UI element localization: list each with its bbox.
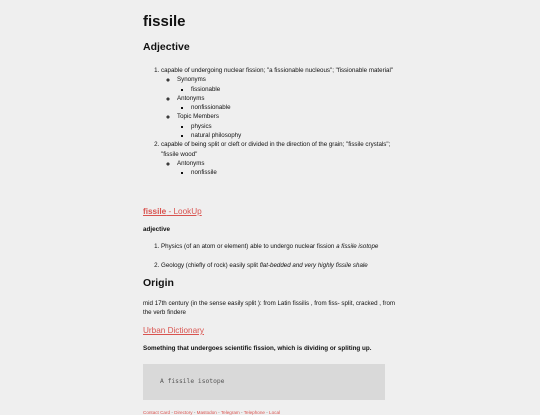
origin-heading: Origin: [143, 277, 174, 289]
definition-example: a fissile isotope: [336, 243, 379, 250]
definition-text: Geology (chiefly of rock) easily split: [161, 262, 260, 269]
footer-separator: -: [239, 410, 244, 415]
group-item: ▪ natural philosophy: [191, 131, 398, 140]
content: [143, 12, 398, 415]
group-antonyms: [177, 94, 398, 113]
footer-link-telegram[interactable]: Telegram: [220, 410, 240, 415]
group-topic-members: [177, 112, 398, 140]
footer-link-telephone[interactable]: Telephone: [243, 410, 265, 415]
group-label: Antonyms: [177, 159, 205, 167]
urban-example-box: [143, 364, 385, 400]
footer-link-local[interactable]: Local: [269, 410, 281, 415]
lookup-source: LookUp: [173, 207, 202, 216]
group-label: Antonyms: [177, 94, 205, 102]
lookup-link[interactable]: [143, 207, 202, 216]
urban-dictionary-link[interactable]: Urban Dictionary: [143, 326, 204, 335]
lookup-definition: [161, 242, 403, 251]
meaning-definition: capable of undergoing nuclear fission; "a fissionable nucleous"; "fissionable material": [161, 67, 394, 74]
footer-separator: -: [264, 410, 270, 415]
meanings-list: [143, 66, 398, 178]
urban-example: A fissile isotope: [160, 378, 225, 385]
footer-separator: -: [216, 410, 221, 415]
meaning-definition: capable of being split or cleft or divided in the direction of the grain; "fissile crystals"; "fissile wood": [161, 141, 391, 158]
footer-separator: -: [170, 410, 175, 415]
definition-text: Physics (of an atom or element) able to undergo nuclear fission: [161, 243, 337, 250]
footer-links: [143, 410, 280, 415]
lookup-definition: [161, 261, 403, 270]
footer-link-mastodon[interactable]: Mastodon: [196, 410, 217, 415]
adjective-heading: Adjective: [143, 41, 190, 53]
group-antonyms: [177, 159, 398, 178]
lookup-definitions: [143, 242, 403, 280]
footer-separator: -: [192, 410, 197, 415]
group-item: ▪ nonfissionable: [191, 103, 398, 112]
footer-link-directory[interactable]: Directory: [174, 410, 193, 415]
lookup-separator: -: [166, 207, 174, 216]
group-label: Synonyms: [177, 76, 206, 84]
origin-text: mid 17th century (in the sense easily split ): from Latin fissilis , from fiss- split, cracked , from the verb findere: [143, 300, 396, 316]
group-item: ▪ physics: [191, 122, 398, 131]
definition-example: flat-bedded and very highly fissile shale: [259, 262, 368, 269]
group-item: ▪ fissionable: [191, 85, 398, 94]
footer-link-contact-card[interactable]: Contact Card: [143, 410, 171, 415]
group-synonyms: [177, 75, 398, 94]
meaning-item: [161, 66, 398, 140]
group-label: Topic Members: [177, 113, 219, 121]
lookup-pos: adjective: [143, 226, 170, 233]
meaning-item: [161, 140, 398, 177]
group-item: ▪ nonfissile: [191, 168, 398, 177]
page-title: fissile: [143, 13, 186, 30]
urban-definition: Something that undergoes scientific fission, which is dividing or spliting up.: [143, 345, 372, 352]
lookup-word: fissile: [143, 207, 167, 216]
